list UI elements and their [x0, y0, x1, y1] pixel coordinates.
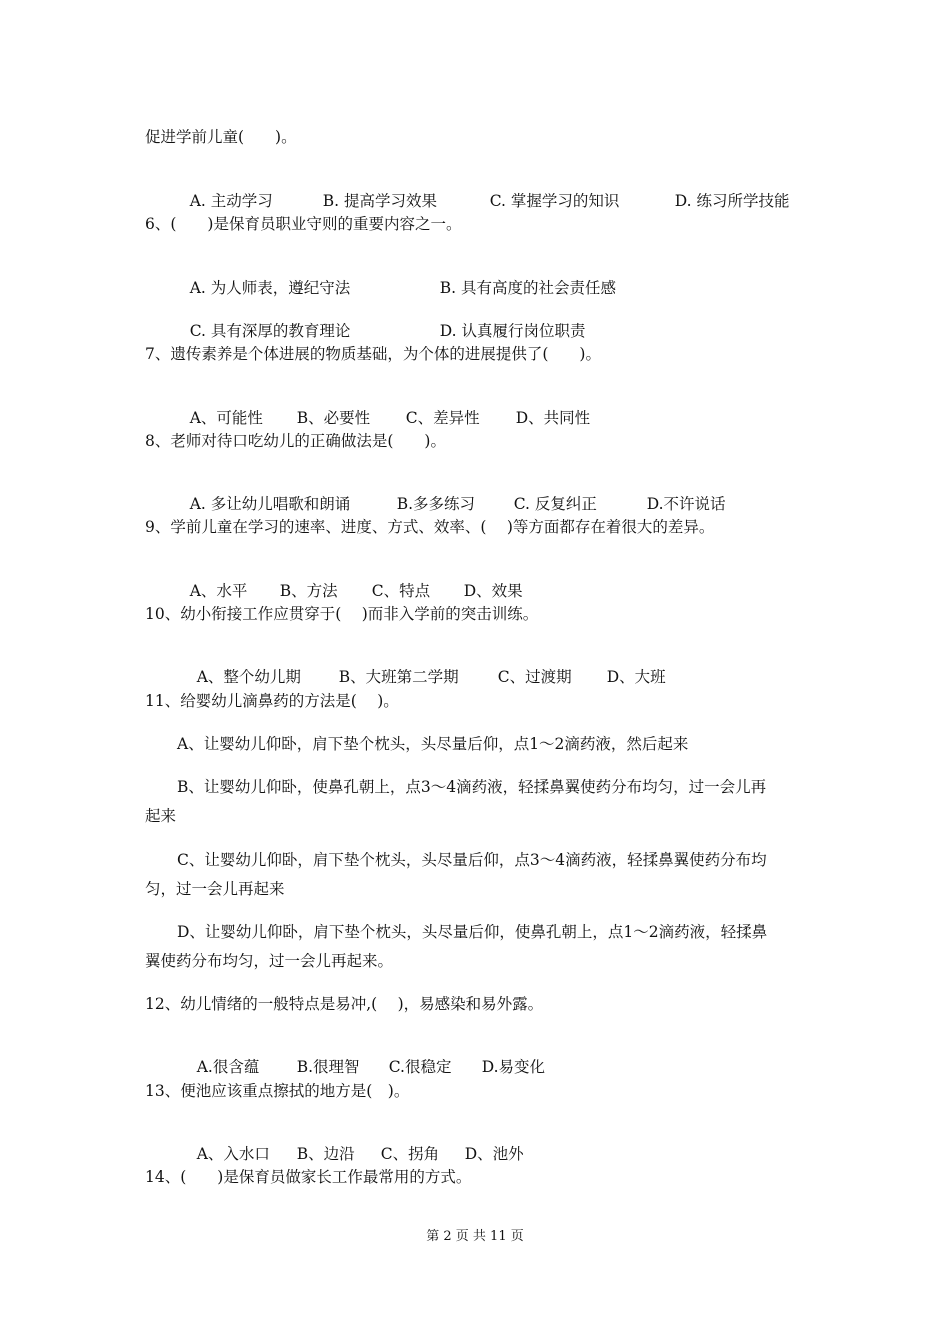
option-b: B、边沿 — [296, 1145, 355, 1163]
option-b: B. 具有高度的社会责任感 — [439, 279, 616, 297]
option-a: A. 为人师表，遵纪守法 — [189, 279, 351, 297]
option-b: B、必要性 — [296, 409, 371, 427]
option-c: C、差异性 — [405, 409, 480, 427]
option-a: A.很含蕴 — [196, 1058, 260, 1076]
question-10: 10、幼小衔接工作应贯穿于( )而非入学前的突击训练。 — [145, 605, 539, 623]
option-c: C、拐角 — [380, 1145, 440, 1163]
option-c: C. 掌握学习的知识 — [489, 192, 620, 210]
question-9: 9、学前儿童在学习的速率、进度、方式、效率、( )等方面都存在着很大的差异。 — [145, 518, 715, 536]
option-d-continuation: 翼使药分布均匀，过一会儿再起来。 — [145, 952, 394, 970]
option-a: A、让婴幼儿仰卧，肩下垫个枕头，头尽量后仰，点1～2滴药液，然后起来 — [177, 735, 689, 753]
option-a: A. 主动学习 — [189, 192, 273, 210]
question-7: 7、遗传素养是个体进展的物质基础，为个体的进展提供了( )。 — [145, 345, 601, 363]
option-c-continuation: 匀，过一会儿再起来 — [145, 880, 285, 898]
option-a: A、入水口 — [196, 1145, 270, 1163]
option-a: A、水平 — [189, 582, 248, 600]
option-c: C、过渡期 — [497, 668, 572, 686]
option-d: D.易变化 — [481, 1058, 546, 1076]
question-12: 12、幼儿情绪的一般特点是易冲,( )，易感染和易外露。 — [145, 995, 544, 1013]
option-d: D.不许说话 — [646, 495, 726, 513]
option-b: B.多多练习 — [396, 495, 476, 513]
option-b: B、让婴幼儿仰卧，使鼻孔朝上，点3～4滴药液，轻揉鼻翼使药分布均匀，过一会儿再 — [177, 778, 767, 796]
option-d: D、效果 — [463, 582, 523, 600]
option-b: B. 提高学习效果 — [322, 192, 437, 210]
option-b: B、方法 — [279, 582, 338, 600]
option-a: A、整个幼儿期 — [196, 668, 301, 686]
option-d: D、大班 — [606, 668, 666, 686]
option-c: C、特点 — [371, 582, 431, 600]
question-8: 8、老师对待口吃幼儿的正确做法是( )。 — [145, 432, 446, 450]
option-b-continuation: 起来 — [145, 807, 177, 825]
option-d: D. 认真履行岗位职责 — [439, 322, 586, 340]
question-continuation: 促进学前儿童( )。 — [145, 128, 297, 146]
question-6: 6、( )是保育员职业守则的重要内容之一。 — [145, 215, 462, 233]
option-c: C.很稳定 — [388, 1058, 452, 1076]
question-11: 11、给婴幼儿滴鼻药的方法是( )。 — [145, 692, 399, 710]
option-a: A、可能性 — [189, 409, 263, 427]
option-c: C. 反复纠正 — [513, 495, 597, 513]
option-d: D、让婴幼儿仰卧，肩下垫个枕头，头尽量后仰，使鼻孔朝上，点1～2滴药液，轻揉鼻 — [177, 923, 768, 941]
option-d: D. 练习所学技能 — [674, 192, 790, 210]
option-b: B.很理智 — [296, 1058, 360, 1076]
option-d: D、池外 — [464, 1145, 524, 1163]
option-c: C、让婴幼儿仰卧，肩下垫个枕头，头尽量后仰，点3～4滴药液，轻揉鼻翼使药分布均 — [177, 851, 767, 869]
option-a: A. 多让幼儿唱歌和朗诵 — [189, 495, 351, 513]
question-13: 13、便池应该重点擦拭的地方是( )。 — [145, 1082, 410, 1100]
option-d: D、共同性 — [515, 409, 591, 427]
option-c: C. 具有深厚的教育理论 — [189, 322, 351, 340]
page-number: 第 2 页 共 11 页 — [426, 1229, 524, 1244]
question-14: 14、( )是保育员做家长工作最常用的方式。 — [145, 1168, 472, 1186]
option-b: B、大班第二学期 — [338, 668, 459, 686]
